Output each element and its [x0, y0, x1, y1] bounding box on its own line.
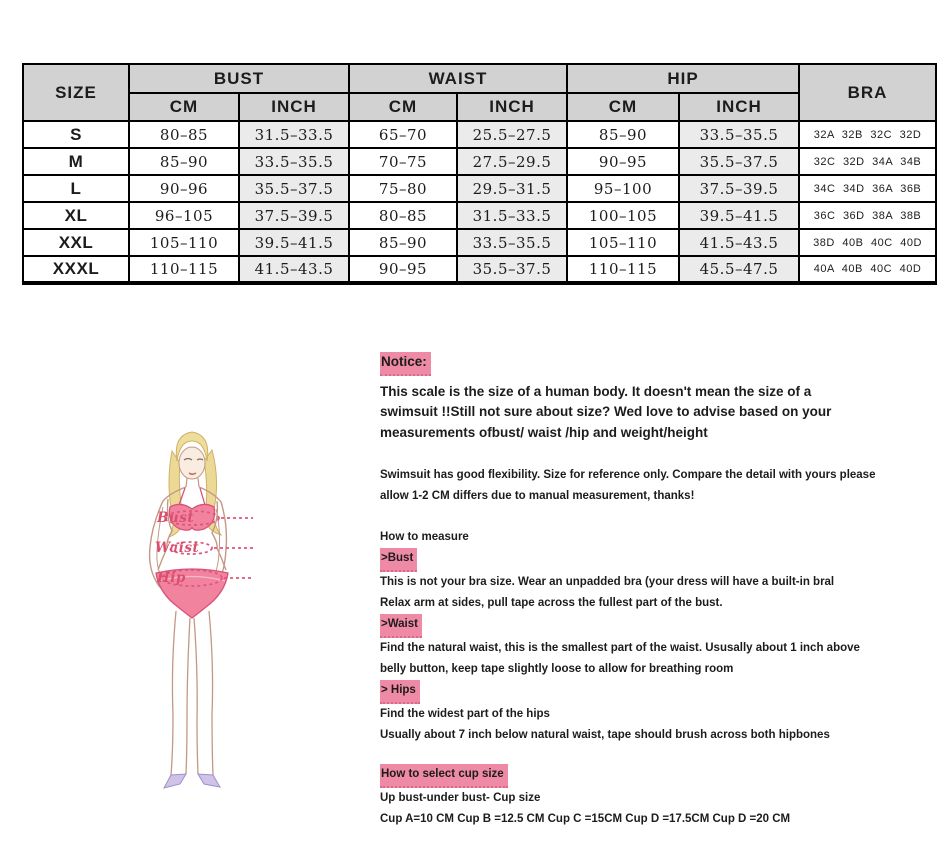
bra-value: 36C 36D 38A 38B: [799, 202, 936, 229]
waist-cm-value: 90–95: [349, 256, 457, 283]
size-table: [22, 63, 937, 285]
hip-inch-value: 41.5–43.5: [679, 229, 799, 256]
bust-cm-value: 105–110: [129, 229, 239, 256]
flexibility-line: Swimsuit has good flexibility. Size for reference only. Compare the detail with yours please: [380, 469, 876, 481]
waist-instruction-line: Find the natural waist, this is the smallest part of the waist. Ususally about 1 inch above: [380, 642, 860, 654]
col-header-bra: BRA: [799, 64, 936, 121]
size-value: XXL: [23, 229, 129, 256]
waist-cm-value: 65–70: [349, 121, 457, 148]
subheader-bust-inch: INCH: [239, 93, 349, 121]
subheader-hip-inch: INCH: [679, 93, 799, 121]
bust-inch-value: 37.5–39.5: [239, 202, 349, 229]
bust-cm-value: 85–90: [129, 148, 239, 175]
flexibility-line: allow 1-2 CM differs due to manual measurement, thanks!: [380, 490, 695, 502]
figure-waist-label: Waist: [155, 540, 200, 556]
subheader-bust-cm: CM: [129, 93, 239, 121]
bra-value: 34C 34D 36A 36B: [799, 175, 936, 202]
table-row: [23, 202, 936, 229]
size-value: S: [23, 121, 129, 148]
cup-size-line: Cup A=10 CM Cup B =12.5 CM Cup C =15CM Cup D =17.5CM Cup D =20 CM: [380, 813, 791, 825]
hip-inch-value: 35.5–37.5: [679, 148, 799, 175]
hip-inch-value: 33.5–35.5: [679, 121, 799, 148]
waist-instruction-line: belly button, keep tape slightly loose to allow for breathing room: [380, 663, 734, 675]
waist-inch-value: 31.5–33.5: [457, 202, 567, 229]
subheader-waist-inch: INCH: [457, 93, 567, 121]
col-header-hip: HIP: [567, 64, 799, 93]
col-header-waist: WAIST: [349, 64, 567, 93]
bust-inch-value: 35.5–37.5: [239, 175, 349, 202]
subheader-hip-cm: CM: [567, 93, 679, 121]
table-row: [23, 229, 936, 256]
col-header-size: SIZE: [23, 64, 129, 121]
bust-inch-value: 41.5–43.5: [239, 256, 349, 283]
bust-inch-value: 31.5–33.5: [239, 121, 349, 148]
hip-inch-value: 45.5–47.5: [679, 256, 799, 283]
waist-inch-value: 33.5–35.5: [457, 229, 567, 256]
waist-cm-value: 85–90: [349, 229, 457, 256]
table-row: [23, 175, 936, 202]
hip-cm-value: 100–105: [567, 202, 679, 229]
hip-inch-value: 39.5–41.5: [679, 202, 799, 229]
bust-instruction-line: Relax arm at sides, pull tape across the fullest part of the bust.: [380, 597, 723, 609]
bust-instruction-line: This is not your bra size. Wear an unpadded bra (your dress will have a built-in bral: [380, 576, 835, 588]
measurement-figure-illustration: [100, 425, 390, 800]
bust-section-label: >Bust: [380, 548, 417, 572]
bra-value: 32C 32D 34A 34B: [799, 148, 936, 175]
figure-bust-label: Bust: [157, 510, 195, 526]
size-value: XL: [23, 202, 129, 229]
bust-inch-value: 33.5–35.5: [239, 148, 349, 175]
bust-cm-value: 90–96: [129, 175, 239, 202]
size-value: M: [23, 148, 129, 175]
hip-cm-value: 105–110: [567, 229, 679, 256]
hip-inch-value: 37.5–39.5: [679, 175, 799, 202]
hip-cm-value: 85–90: [567, 121, 679, 148]
hips-instruction-line: Find the widest part of the hips: [380, 708, 550, 720]
bust-cm-value: 110–115: [129, 256, 239, 283]
waist-cm-value: 75–80: [349, 175, 457, 202]
woman-sketch-drawing: [100, 425, 390, 800]
how-to-measure-title: How to measure: [380, 531, 469, 543]
bust-cm-value: 80–85: [129, 121, 239, 148]
waist-section-label: >Waist: [380, 614, 422, 638]
waist-cm-value: 70–75: [349, 148, 457, 175]
table-row: [23, 121, 936, 148]
notice-line: This scale is the size of a human body. It doesn't mean the size of a: [380, 383, 812, 399]
table-row: [23, 256, 936, 283]
size-value: XXXL: [23, 256, 129, 283]
cup-size-line: Up bust-under bust- Cup size: [380, 792, 541, 804]
notice-title: Notice:: [380, 352, 431, 376]
waist-inch-value: 25.5–27.5: [457, 121, 567, 148]
instructions-text-block: [380, 352, 936, 830]
bra-value: 38D 40B 40C 40D: [799, 229, 936, 256]
notice-line: measurements ofbust/ waist /hip and weight/height: [380, 424, 708, 440]
figure-hip-label: Hip: [157, 570, 186, 586]
bust-cm-value: 96–105: [129, 202, 239, 229]
cup-size-title: How to select cup size: [380, 764, 508, 788]
hips-section-label: > Hips: [380, 680, 420, 704]
table-row: [23, 148, 936, 175]
hip-cm-value: 90–95: [567, 148, 679, 175]
subheader-waist-cm: CM: [349, 93, 457, 121]
size-value: L: [23, 175, 129, 202]
waist-inch-value: 29.5–31.5: [457, 175, 567, 202]
notice-line: swimsuit !!Still not sure about size? Wed love to advise based on your: [380, 404, 832, 419]
hip-cm-value: 110–115: [567, 256, 679, 283]
waist-cm-value: 80–85: [349, 202, 457, 229]
waist-inch-value: 35.5–37.5: [457, 256, 567, 283]
bust-inch-value: 39.5–41.5: [239, 229, 349, 256]
waist-inch-value: 27.5–29.5: [457, 148, 567, 175]
col-header-bust: BUST: [129, 64, 349, 93]
hips-instruction-line: Usually about 7 inch below natural waist, tape should brush across both hipbones: [380, 729, 830, 741]
bra-value: 32A 32B 32C 32D: [799, 121, 936, 148]
bra-value: 40A 40B 40C 40D: [799, 256, 936, 283]
hip-cm-value: 95–100: [567, 175, 679, 202]
